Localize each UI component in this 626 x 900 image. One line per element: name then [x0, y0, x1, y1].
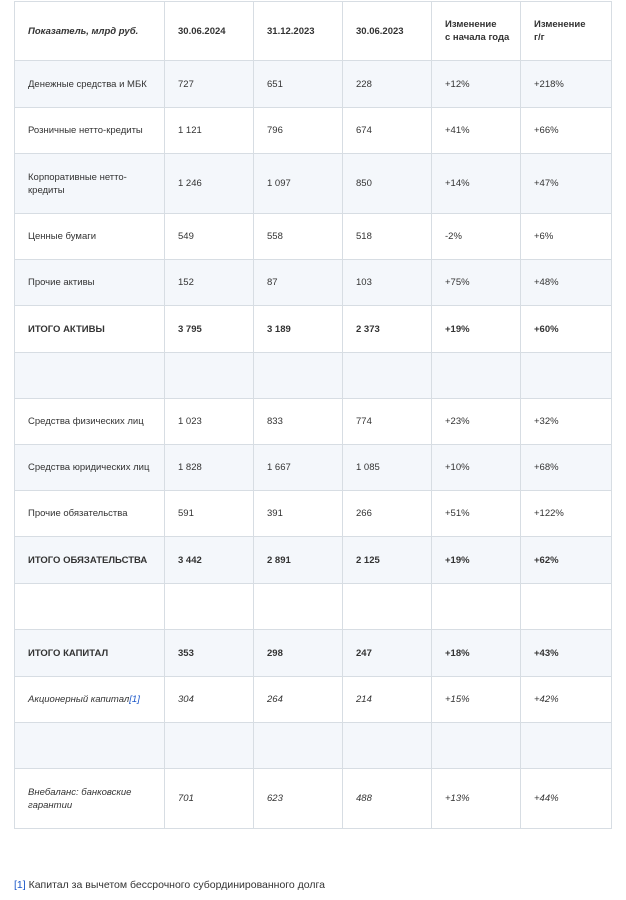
- total-row: [15, 306, 612, 353]
- row-label: Ценные бумаги: [15, 214, 165, 260]
- cell-value: 674: [343, 108, 432, 154]
- cell-value: [432, 353, 521, 399]
- row-label: [15, 584, 165, 630]
- row-label: ИТОГО АКТИВЫ: [15, 306, 165, 353]
- cell-value: 850: [343, 154, 432, 214]
- cell-value: 304: [165, 677, 254, 723]
- cell-value: +66%: [521, 108, 612, 154]
- spacer-row: [15, 353, 612, 399]
- cell-value: +32%: [521, 399, 612, 445]
- cell-value: +68%: [521, 445, 612, 491]
- cell-value: 591: [165, 491, 254, 537]
- row-label: [15, 353, 165, 399]
- cell-value: +62%: [521, 537, 612, 584]
- cell-value: +18%: [432, 630, 521, 677]
- table-row: [15, 108, 612, 154]
- header-cell: Изменение с начала года: [432, 2, 521, 61]
- row-label: Внебаланс: банковские гарантии: [15, 769, 165, 829]
- cell-value: 3 442: [165, 537, 254, 584]
- cell-value: 796: [254, 108, 343, 154]
- header-cell: 30.06.2023: [343, 2, 432, 61]
- footnote-ref-link[interactable]: [1]: [14, 879, 26, 891]
- cell-value: 727: [165, 61, 254, 108]
- spacer-row: [15, 723, 612, 769]
- cell-value: 1 246: [165, 154, 254, 214]
- row-label-text: Акционерный капитал: [28, 694, 130, 705]
- cell-value: +15%: [432, 677, 521, 723]
- cell-value: [165, 584, 254, 630]
- cell-value: 3 795: [165, 306, 254, 353]
- cell-value: 1 097: [254, 154, 343, 214]
- cell-value: +218%: [521, 61, 612, 108]
- cell-value: 228: [343, 61, 432, 108]
- cell-value: 214: [343, 677, 432, 723]
- cell-value: 2 891: [254, 537, 343, 584]
- header-cell: 30.06.2024: [165, 2, 254, 61]
- footnote-text: Капитал за вычетом бессрочного субординированного долга: [25, 879, 325, 891]
- cell-value: 1 121: [165, 108, 254, 154]
- row-label: Розничные нетто-кредиты: [15, 108, 165, 154]
- cell-value: 391: [254, 491, 343, 537]
- cell-value: [254, 353, 343, 399]
- cell-value: [165, 723, 254, 769]
- cell-value: [521, 353, 612, 399]
- cell-value: +19%: [432, 537, 521, 584]
- cell-value: 1 085: [343, 445, 432, 491]
- cell-value: [432, 723, 521, 769]
- cell-value: +10%: [432, 445, 521, 491]
- cell-value: 247: [343, 630, 432, 677]
- cell-value: 701: [165, 769, 254, 829]
- header-row: [15, 2, 612, 61]
- spacer-row: [15, 584, 612, 630]
- cell-value: [254, 584, 343, 630]
- row-label: ИТОГО ОБЯЗАТЕЛЬСТВА: [15, 537, 165, 584]
- cell-value: 103: [343, 260, 432, 306]
- cell-value: 774: [343, 399, 432, 445]
- cell-value: +12%: [432, 61, 521, 108]
- cell-value: [343, 584, 432, 630]
- row-label: Денежные средства и МБК: [15, 61, 165, 108]
- row-label: Прочие активы: [15, 260, 165, 306]
- cell-value: [165, 353, 254, 399]
- cell-value: +122%: [521, 491, 612, 537]
- header-cell: Изменение г/г: [521, 2, 612, 61]
- cell-value: [432, 584, 521, 630]
- cell-value: +42%: [521, 677, 612, 723]
- balance-table: [14, 1, 612, 829]
- table-row: [15, 399, 612, 445]
- cell-value: 833: [254, 399, 343, 445]
- table-row: [15, 260, 612, 306]
- cell-value: 488: [343, 769, 432, 829]
- row-label: [15, 677, 165, 723]
- row-label: [15, 723, 165, 769]
- cell-value: 1 023: [165, 399, 254, 445]
- row-label: Средства физических лиц: [15, 399, 165, 445]
- cell-value: +43%: [521, 630, 612, 677]
- cell-value: +41%: [432, 108, 521, 154]
- cell-value: 87: [254, 260, 343, 306]
- cell-value: 651: [254, 61, 343, 108]
- table-row: [15, 769, 612, 829]
- row-label: ИТОГО КАПИТАЛ: [15, 630, 165, 677]
- cell-value: 264: [254, 677, 343, 723]
- cell-value: 558: [254, 214, 343, 260]
- table-row: [15, 677, 612, 723]
- cell-value: 1 667: [254, 445, 343, 491]
- row-label: Прочие обязательства: [15, 491, 165, 537]
- row-label: Средства юридических лиц: [15, 445, 165, 491]
- table-row: [15, 445, 612, 491]
- header-cell: Показатель, млрд руб.: [15, 2, 165, 61]
- cell-value: 266: [343, 491, 432, 537]
- cell-value: [343, 353, 432, 399]
- total-row: [15, 630, 612, 677]
- cell-value: +6%: [521, 214, 612, 260]
- cell-value: -2%: [432, 214, 521, 260]
- row-label: Корпоративные нетто-кредиты: [15, 154, 165, 214]
- cell-value: +14%: [432, 154, 521, 214]
- table-row: [15, 154, 612, 214]
- cell-value: 1 828: [165, 445, 254, 491]
- cell-value: 2 373: [343, 306, 432, 353]
- footnote: [14, 879, 325, 891]
- cell-value: +48%: [521, 260, 612, 306]
- footnote-link[interactable]: [1]: [129, 694, 140, 705]
- cell-value: 549: [165, 214, 254, 260]
- cell-value: [343, 723, 432, 769]
- cell-value: [521, 584, 612, 630]
- cell-value: +51%: [432, 491, 521, 537]
- cell-value: +75%: [432, 260, 521, 306]
- cell-value: 2 125: [343, 537, 432, 584]
- cell-value: +47%: [521, 154, 612, 214]
- cell-value: +23%: [432, 399, 521, 445]
- cell-value: 518: [343, 214, 432, 260]
- table-row: [15, 61, 612, 108]
- table-row: [15, 491, 612, 537]
- cell-value: [521, 723, 612, 769]
- cell-value: 353: [165, 630, 254, 677]
- cell-value: +60%: [521, 306, 612, 353]
- cell-value: +44%: [521, 769, 612, 829]
- table-row: [15, 214, 612, 260]
- cell-value: +19%: [432, 306, 521, 353]
- cell-value: [254, 723, 343, 769]
- cell-value: 152: [165, 260, 254, 306]
- total-row: [15, 537, 612, 584]
- cell-value: 298: [254, 630, 343, 677]
- cell-value: 3 189: [254, 306, 343, 353]
- cell-value: +13%: [432, 769, 521, 829]
- cell-value: 623: [254, 769, 343, 829]
- header-cell: 31.12.2023: [254, 2, 343, 61]
